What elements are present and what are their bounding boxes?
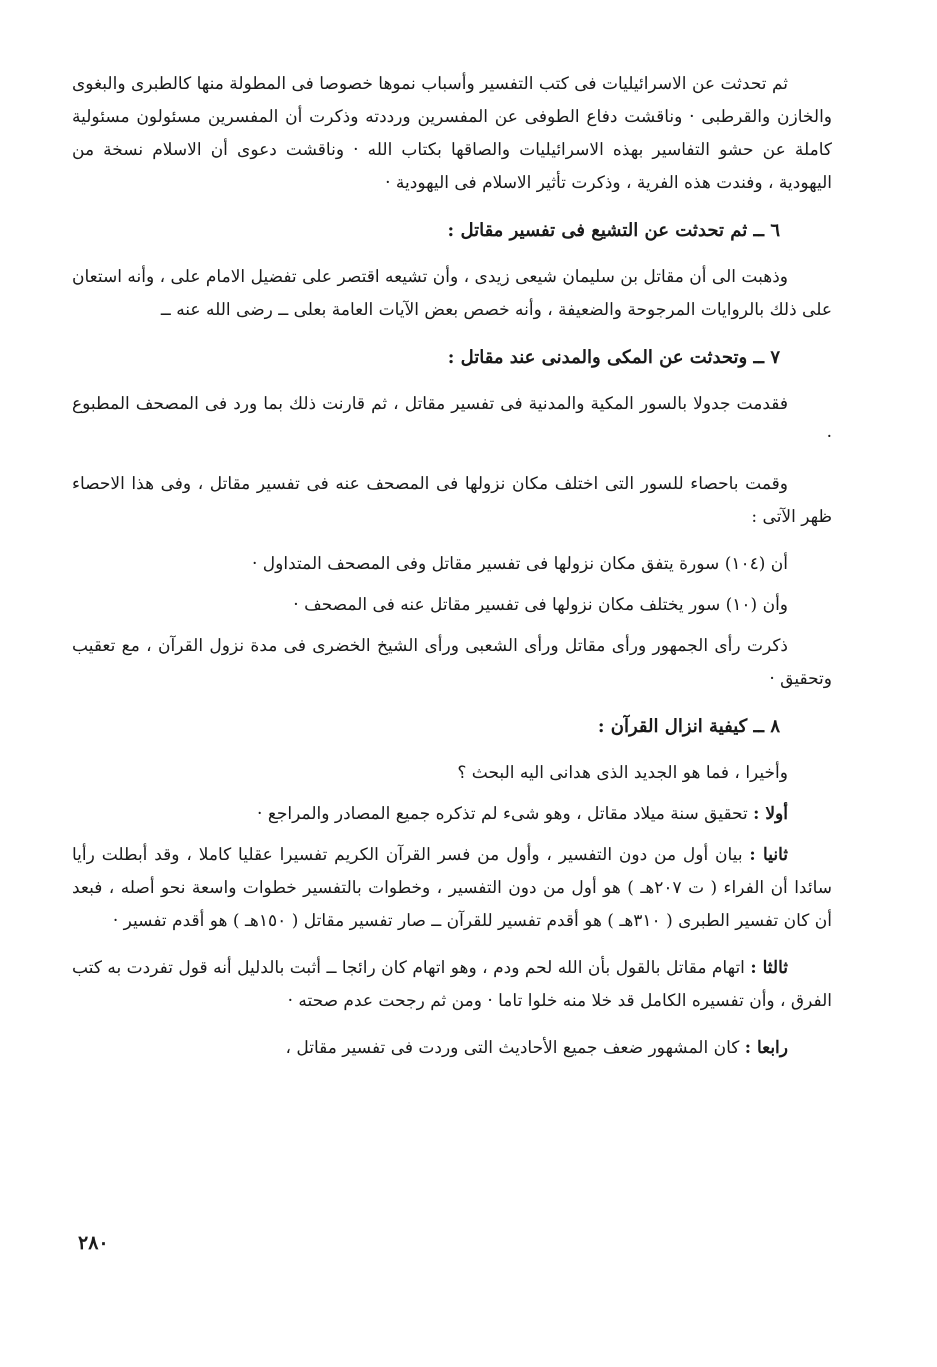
paragraph-statistics: وقمت باحصاء للسور التى اختلف مكان نزولها فى المصحف عنه فى تفسير مقاتل ، وفى هذا الاحصاء ظهر الآتى : (72, 474, 832, 527)
finding-third-label: ثالثا : (750, 958, 788, 978)
section-heading-8: ٨ ــ كيفية انزال القرآن : (597, 716, 780, 737)
finding-second-label: ثانيا : (749, 845, 788, 865)
finding-first (72, 798, 832, 831)
finding-third-text: اتهام مقاتل بالقول بأن الله لحم ودم ، وهو اتهام كان رائجا ــ أثبت بالدليل أنه قول تفردت به كتب الفرق ، وأن تفسيره الكامل قد خلا منه خلوا تاما · ومن ثم رجحت عدم صحته · (72, 958, 832, 1011)
paragraph-israiliyyat: ثم تحدثت عن الاسرائيليات فى كتب التفسير وأسباب نموها خصوصا فى المطولة منها كالطبرى والبغوى والخازن والقرطبى · وناقشت دفاع الطوفى عن المفسرين ورددته وذكرت أن المفسرين مسئولون مسئولية كاملة عن حشو التفاسير بهذه الاسرائيليات والصاقها بكتاب الله · وناقشت دعوى أن الاسلام نسخة من اليهودية ، وفندت هذه الفرية ، وذكرت تأثير الاسلام فى اليهودية · (72, 74, 832, 193)
page-number: ٢٨٠ (78, 1232, 109, 1254)
paragraph-new-findings: وأخيرا ، فما هو الجديد الذى هدانى اليه البحث ؟ (457, 763, 788, 783)
finding-second-text: بيان أول من دون التفسير ، وأول من فسر القرآن الكريم تفسيرا عقليا كاملا ، وقد أبطلت رأيا سائدا أن الفراء ( ت ٢٠٧هـ ) هو أول من دون التفسير ، وخطوات بالتفسير خطوات واسعة نحو أصله ، فبعد أن كان تفسير الطبرى ( ٣١٠هـ ) هو أقدم تفسير للقرآن ــ صار تفسير مقاتل ( ١٥٠هـ ) هو أقدم تفسير · (72, 845, 832, 931)
paragraph-shiism: وذهبت الى أن مقاتل بن سليمان شيعى زيدى ، وأن تشيعه اقتصر على تفضيل الامام على ، وأنه استعان على ذلك بالروايات المرجوحة والضعيفة ، وأنه خصص بعض الآيات العامة بعلى ــ رضى الله عنه ــ (72, 267, 832, 320)
finding-fourth-text: كان المشهور ضعف جميع الأحاديث التى وردت فى تفسير مقاتل ، (285, 1038, 745, 1058)
paragraph-agree-count: أن (١٠٤) سورة يتفق مكان نزولها فى تفسير مقاتل وفى المصحف المتداول · (251, 554, 788, 574)
paragraph-revelation-period: ذكرت رأى الجمهور ورأى مقاتل ورأى الشعبى ورأى الشيخ الخضرى فى مدة نزول القرآن ، مع تعقيب وتحقيق · (72, 636, 832, 689)
section-heading-7: ٧ ــ وتحدثت عن المكى والمدنى عند مقاتل : (447, 347, 780, 368)
finding-fourth-label: رابعا : (744, 1038, 788, 1058)
finding-first-label: أولا : (753, 804, 788, 824)
finding-third (72, 952, 832, 1018)
finding-fourth (72, 1032, 832, 1065)
section-heading-6: ٦ ــ ثم تحدثت عن التشيع فى تفسير مقاتل : (447, 220, 780, 241)
page-body (72, 68, 832, 1079)
paragraph-differ-count: وأن (١٠) سور يختلف مكان نزولها فى تفسير مقاتل عنه فى المصحف · (293, 595, 788, 615)
finding-first-text: تحقيق سنة ميلاد مقاتل ، وهو شىء لم تذكره جميع المصادر والمراجع · (257, 804, 754, 824)
paragraph-table-surahs: فقدمت جدولا بالسور المكية والمدنية فى تفسير مقاتل ، ثم قارنت ذلك بما ورد فى المصحف المطبوع · (72, 394, 832, 447)
finding-second (72, 839, 832, 938)
